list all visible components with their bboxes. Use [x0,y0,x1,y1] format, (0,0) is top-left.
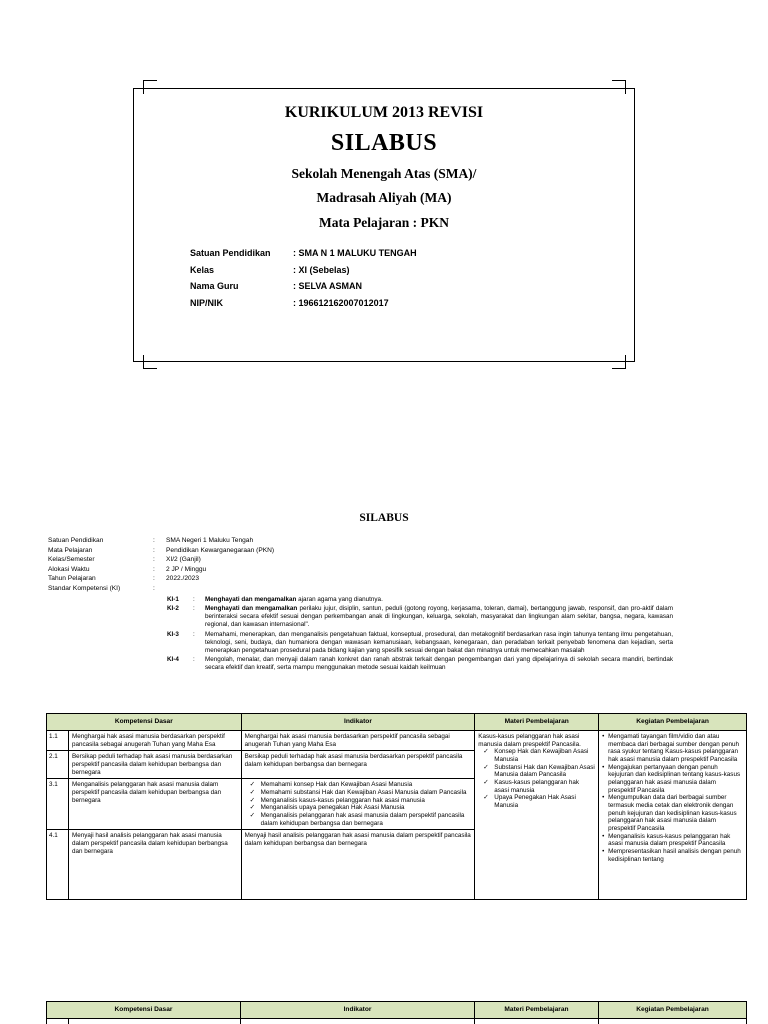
cover-info-row [190,265,543,282]
header-kompetensi-dasar: Kompetensi Dasar [47,714,242,731]
syllabus-table-continued [46,1001,747,1024]
kd-text: Menghargai hak asasi manusia berdasarkan perspektif pancasila sebagai anugerah Tuhan yang Maha Esa [68,731,241,751]
ki-colon: : [193,605,195,613]
cover-info-value: : SMA N 1 MALUKU TENGAH [293,248,417,258]
meta-row [48,556,274,566]
ki-colon: : [193,655,195,663]
meta-value: 2 JP / Minggu [166,565,207,573]
kd-text: Menyaji hasil analisis pelanggaran hak asasi manusia dalam perspektif pancasila dalam kehidupan berbangsa dan bernegara [68,830,241,900]
ki-body: ajaran agama yang dianutnya. [296,596,383,603]
header-indikator: Indikator [241,1002,475,1019]
cover-info-value: : XI (Sebelas) [293,264,350,275]
materi-cell [475,731,599,900]
ki-code: KI-4 [167,655,179,663]
cover-info-label: Satuan Pendidikan [190,248,271,258]
syllabus-meta [48,537,274,595]
ki-text [205,605,673,629]
syllabus-title: SILABUS [359,512,409,524]
table-row [47,731,747,751]
kd-number: 1.1 [47,731,69,751]
meta-label: Kelas/Semester [48,556,95,564]
kegiatan-item: • Menganalisis kasus-kasus pelanggaran hak asasi manusia dalam prespektif Pancasila [602,833,743,848]
meta-colon: : [153,546,155,554]
cover-subject: Mata Pelajaran : PKN [318,215,450,230]
kd-number: 2.1 [47,751,69,779]
ki-body: perilaku jujur, disiplin, santun, peduli (gotong royong, kerjasama, toleran, damai), bertanggung jawab, responsif, dan pro-aktif dalam berinteraksi secara efektif sesuai dengan perkembangan anak di lingkungan, keluarga, sekolah, masyarakat dan lingkungan alam sekitar, bangsa, negara, kawasan regional, dan kawasan internasional". [205,605,673,629]
kegiatan-cell [599,1019,747,1024]
indicator-text: Bersikap peduli terhadap hak asasi manusia berdasarkan perspektif pancasila dalam kehidupan berbangsa dan bernegara [241,751,475,779]
meta-colon: : [153,537,155,544]
materi-item: ✓ Substansi Hak dan Kewajiban Asasi Manusia dalam Pancasila [483,764,595,779]
ki-text [205,631,673,655]
ki-colon: : [193,596,195,603]
cover-corner-mark [612,80,626,94]
indicator-item: ✓ Memahami konsep Hak dan Kewajiban Asasi Manusia [250,781,472,789]
ki-code: KI-2 [167,605,179,613]
meta-row [48,547,274,557]
cover-corner-mark [143,355,157,369]
cover-info-value: : 196612162007012017 [293,297,389,308]
meta-value: SMA Negeri 1 Maluku Tengah [166,537,254,544]
cover-main-title: SILABUS [330,130,438,156]
meta-label: Alokasi Waktu [48,565,90,573]
meta-value: XI/2 (Ganjil) [166,556,201,564]
indicator-list-cell [241,779,475,830]
kegiatan-item: • Mengajukan pertanyaan dengan penuh kejujuran dan kedisiplinan tentang kasus-kasus pelanggaran hak asasi manusia dalam prespektif Pancasila [602,764,743,795]
cover-curriculum-title: KURIKULUM 2013 REVISI [284,104,484,121]
materi-item: ✓ Konsep Hak dan Kewajiban Asasi Manusia [483,748,595,763]
materi-list [483,748,595,809]
materi-item: ✓ Upaya Penegakan Hak Asasi Manusia [483,794,595,809]
kegiatan-item: • Mempresentasikan hasil analisis dengan penuh kedisiplinan tentang [602,848,743,863]
meta-row [48,585,274,595]
indicator-item: ✓ Menganalisis kasus-kasus pelanggaran hak asasi manusia [250,797,472,805]
syllabus-table [46,713,747,900]
header-kegiatan: Kegiatan Pembelajaran [599,714,747,731]
meta-colon: : [153,575,155,583]
kd-text: Bersikap peduli terhadap hak asasi manusia berdasarkan perspektif pancasila dalam kehidupan berbangsa dan bernegara [68,751,241,779]
meta-label: Mata Pelajaran [48,546,93,554]
ki-body: Mengolah, menalar, dan menyaji dalam ranah konkret dan ranah abstrak terkait dengan pengembangan dari yang dipelajarinya di sekolah secara mandiri, bertindak secara efektif dan kreatif, serta mampu menggunakan metode sesuai kaidah keilmuan [205,655,673,671]
indicator-list [250,781,472,827]
cover-school-type-alt: Madrasah Aliyah (MA) [316,190,452,205]
cover-corner-mark [612,355,626,369]
ki-text [205,656,673,672]
cover-info-row [190,281,543,298]
header-indikator: Indikator [241,714,475,731]
cover-info-row [190,298,543,315]
cover-info-row [190,248,543,265]
kd-number: 4.1 [47,830,69,900]
indicator-text: Menghargai hak asasi manusia berdasarkan perspektif pancasila sebagai anugerah Tuhan yang Maha Esa [241,731,475,751]
kd-text: Menganalisis pelanggaran hak asasi manusia dalam perspektif pancasila dalam kehidupan berbangsa dan bernegara [68,779,241,830]
meta-value: Pendidikan Kewarganegaraan (PKN) [166,546,275,554]
ki-emphasis: Menghayati dan mengamalkan [205,596,297,603]
kegiatan-cell [599,731,747,900]
cover-info-label: NIP/NIK [190,297,224,308]
meta-row [48,566,274,576]
meta-label: Satuan Pendidikan [48,537,104,544]
cover-info-label: Nama Guru [190,281,239,291]
meta-label: Standar Kompetensi (KI) [48,584,121,592]
table-header-row [47,1002,747,1019]
meta-colon: : [153,565,155,573]
ki-row [167,605,673,629]
meta-colon: : [153,556,155,564]
materi-intro: Kasus-kasus pelanggaran hak asasi manusia dalam prespektif Pancasila. [478,733,581,748]
meta-row [48,537,274,547]
ki-row [167,656,673,672]
meta-row [48,575,274,585]
kegiatan-item: • Mengamati tayangan film/vidio dan atau membaca dari berbagai sumber dengan penuh rasa syukur tentang Kasus-kasus pelanggaran hak asasi manusia dalam prespektif Pancasila [602,733,743,764]
meta-value: 2022./2023 [166,575,200,583]
cover-info-value: : SELVA ASMAN [293,281,362,291]
header-kompetensi-dasar: Kompetensi Dasar [47,1002,241,1019]
materi-cell [475,1019,599,1024]
table-row [47,1019,747,1024]
ki-body: Memahami, menerapkan, dan menganalisis pengetahuan faktual, konseptual, prosedural, dan metakognitif berdasarkan rasa ingin tahunya tentang ilmu pengetahuan, teknologi, seni, budaya, dan humaniora dengan wawasan kemanusiaan, kebangsaan, kenegaraan, dan peradaban terkait penyebab fenomena dan kejadian, serta menerapkan pengetahuan prosedural pada bidang kajian yang spesifik sesuai dengan bakat dan minatnya untuk memecahkan masalah [205,630,673,654]
kd-number [47,1019,69,1024]
ki-row [167,596,673,604]
cover-school-type: Sekolah Menengah Atas (SMA)/ [291,166,477,181]
ki-row [167,631,673,655]
core-competencies [167,596,673,673]
header-kegiatan: Kegiatan Pembelajaran [599,1002,747,1019]
table-header-row [47,714,747,731]
kd-number: 3.1 [47,779,69,830]
kegiatan-list [602,733,743,863]
ki-text [205,596,673,604]
meta-label: Tahun Pelajaran [48,575,96,583]
ki-code: KI-1 [167,596,179,603]
indicator-text: Menyaji hasil analisis pelanggaran hak asasi manusia dalam perspektif pancasila dalam kehidupan berbangsa dan bernegara [241,830,475,900]
header-materi: Materi Pembelajaran [475,714,599,731]
materi-item: ✓ Kasus-kasus pelanggaran hak asasi manusia [483,779,595,794]
cover-info-block [190,248,543,314]
header-materi: Materi Pembelajaran [475,1002,599,1019]
meta-colon: : [153,584,155,592]
indicator-item: ✓ Memahami substansi Hak dan Kewajiban Asasi Manusia dalam Pancasila [250,789,472,797]
ki-colon: : [193,630,195,638]
indicator-item: ✓ Menganalisis pelanggaran hak asasi manusia dalam perspektif pancasila dalam kehidupan berbangsa dan bernegara [250,812,472,827]
indicator-text [241,1019,475,1024]
ki-emphasis: Menghayati dan mengamalkan [205,605,298,613]
cover-corner-mark [143,80,157,94]
indicator-item: ✓ Menganalisis upaya penegakan Hak Asasi Manusia [250,804,472,812]
kegiatan-item: • Mengumpulkan data dari berbagai sumber termasuk media cetak dan elektronik dengan penuh kejujuran dan kedisiplinan kasus-kasus pelanggaran hak asasi manusia dalam prespektif Pancasila [602,794,743,832]
ki-code: KI-3 [167,630,179,638]
kd-text [69,1019,241,1024]
cover-info-label: Kelas [190,264,215,275]
